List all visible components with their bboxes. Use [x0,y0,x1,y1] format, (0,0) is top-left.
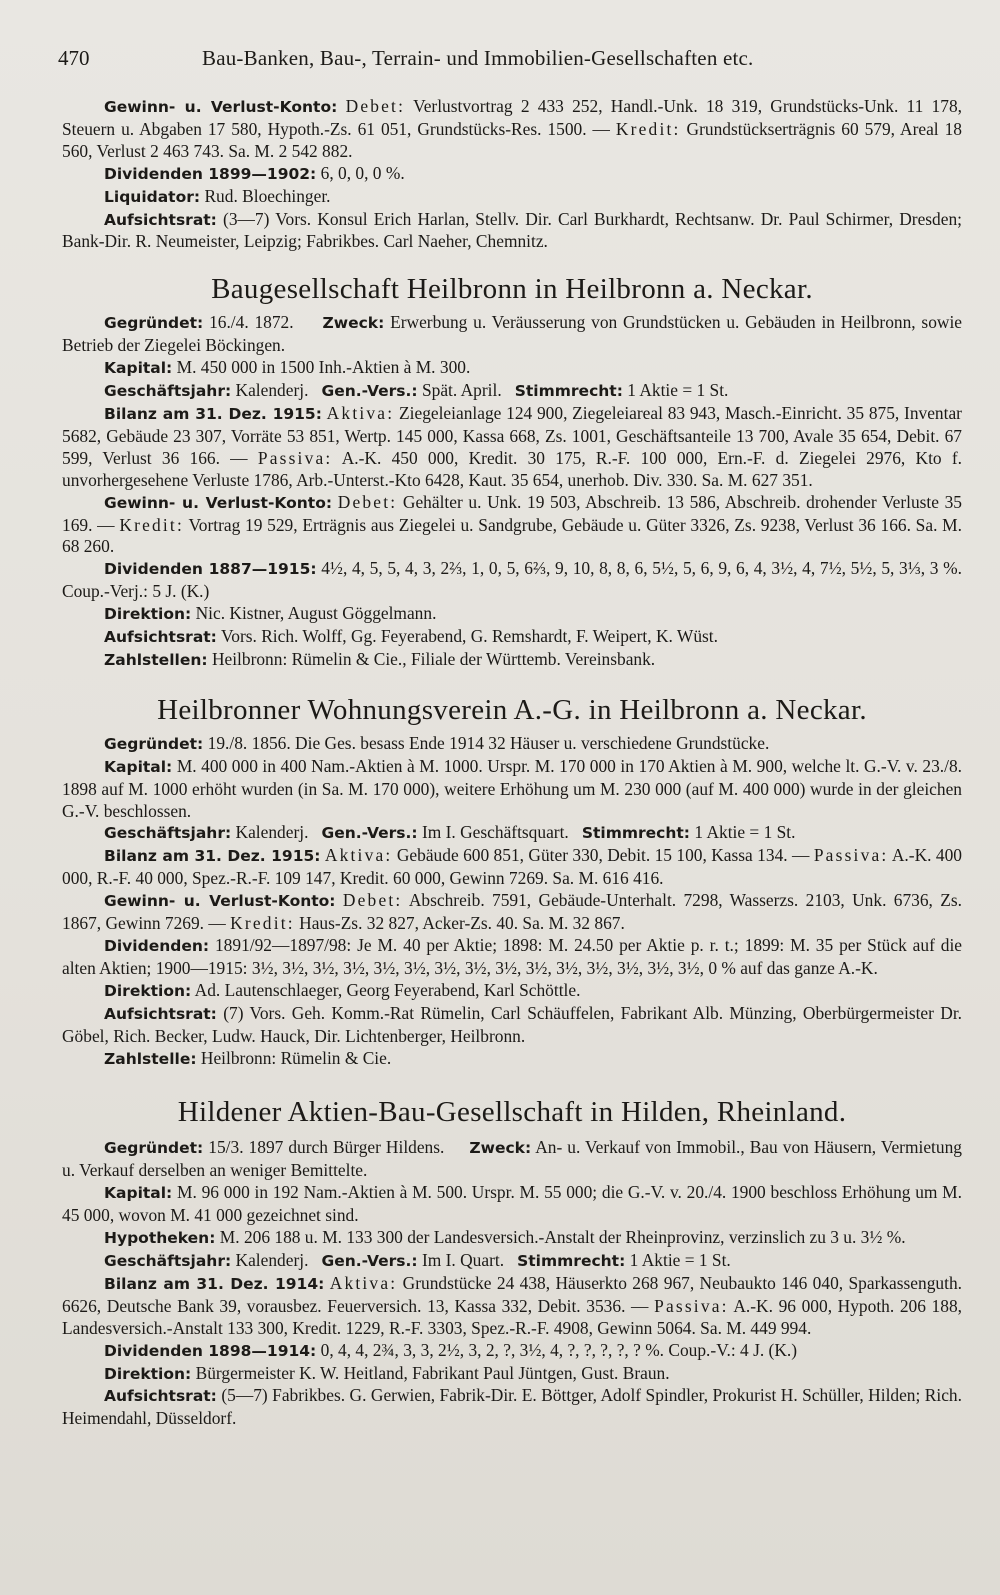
fiscal-year-text: Kalenderj. [235,380,309,401]
assets-label: Aktiva: [326,402,395,423]
dividend-label: Dividenden 1898—1914: [104,1341,317,1360]
entry0-gv-paragraph [62,96,962,163]
entry-title: Hildener Aktien-Bau-Gesellschaft in Hilden, Rheinland. [177,1096,847,1129]
kredit-text: Vortrag 19 529, Erträgnis aus Ziegelei u. Sandgrube, Gebäude u. Güter 3326, Zs. 9238, Verlust 36 166. Sa. M. 68 260. [62,514,962,557]
voting-label: Stimmrecht: [517,1251,626,1270]
debet-label: Debet: [342,890,403,911]
fiscal-paragraph [62,380,962,403]
kredit-text: Haus-Zs. 32 827, Acker-Zs. 40. Sa. M. 32 867. [299,913,625,934]
entry0-dividend-paragraph [62,163,962,186]
board-paragraph [62,1003,962,1048]
founded-label: Gegründet: [104,734,204,753]
fiscal-year-label: Geschäftsjahr: [104,824,232,843]
balance-label: Bilanz am 31. Dez. 1914: [104,1274,325,1293]
gv-label: Gewinn- u. Verlust-Konto: [104,892,336,911]
liabilities-text: A.-K. 400 000, R.-F. 40 000, Spez.-R.-F. 109 147, Kredit. 60 000, Gewinn 7269. Sa. M. 616 416. [62,845,962,889]
debet-label: Debet: [337,491,398,512]
dividend-text: 4½, 4, 5, 5, 4, 3, 2⅔, 1, 0, 5, 6⅔, 9, 10, 8, 8, 6, 5½, 5, 6, 9, 6, 4, 3½, 4, 7½, 5½, 5, 3⅓, 3 %. Coup.-Verj.: 5 J. (K.) [62,558,962,602]
founded-purpose-paragraph [62,1137,962,1182]
entry-heilbronner-wohnungsverein [62,672,962,1071]
fiscal-paragraph [62,1250,962,1273]
mortgage-paragraph [62,1227,962,1250]
board-text: (7) Vors. Geh. Komm.-Rat Rümelin, Carl Schäuffelen, Fabrikant Alb. Münzing, Oberbürgermeister Dr. Göbel, Rich. Becker, Ludw. Hauck, Dir. Lichtenberger, Heilbronn. [62,1002,962,1046]
founded-text: 15/3. 1897 durch Bürger Hildens. [208,1137,445,1158]
entry0-board-paragraph [62,209,962,254]
entry-title: Heilbronner Wohnungsverein A.-G. in Heilbronn a. Neckar. [157,693,867,726]
dividend-paragraph [62,935,962,980]
dividend-text: 6, 0, 0, 0 %. [320,162,405,183]
capital-label: Kapital: [104,757,173,776]
balance-label: Bilanz am 31. Dez. 1915: [104,847,321,866]
fiscal-paragraph [62,822,962,845]
fiscal-year-text: Kalenderj. [235,1249,309,1270]
voting-text: 1 Aktie = 1 St. [694,822,796,843]
management-text: Bürgermeister K. W. Heitland, Fabrikant Paul Jüntgen, Gust. Braun. [195,1362,670,1383]
balance-paragraph [62,403,962,492]
general-meeting-label: Gen.-Vers.: [321,1251,418,1270]
fiscal-year-label: Geschäftsjahr: [104,382,232,401]
dividend-text: 0, 4, 4, 2¾, 3, 3, 2½, 3, 2, ?, 3½, 4, ?, ?, ?, ?, ? %. Coup.-V.: 4 J. (K.) [320,1339,798,1360]
management-text: Ad. Lautenschlaeger, Georg Feyerabend, Karl Schöttle. [194,979,581,1000]
founded-label: Gegründet: [104,314,204,333]
founded-paragraph [62,733,962,756]
dividend-paragraph [62,558,962,603]
kredit-label: Kredit: [615,118,681,139]
assets-label: Aktiva: [329,1272,398,1293]
page-body [62,96,962,1430]
entry0-liquidator-paragraph [62,186,962,209]
general-meeting-text: Im I. Geschäftsquart. [421,822,569,843]
management-paragraph [62,603,962,626]
balance-label: Bilanz am 31. Dez. 1915: [104,404,322,423]
capital-text: M. 400 000 in 400 Nam.-Aktien à M. 1000. Urspr. M. 170 000 in 170 Aktien à M. 900, welche lt. G.-V. v. 23./8. 1898 auf M. 1000 erhöht wurden (in Sa. M. 170 000), weitere Erhöhung um M. 230 000 (auf M. 400 000) wurde in der gleichen G.-V. beschlossen. [62,755,962,821]
board-text: (3—7) Vors. Konsul Erich Harlan, Stellv. Dir. Carl Burkhardt, Rechtsanw. Dr. Paul Schirmer, Dresden; Bank-Dir. R. Neumeister, Leipzig; Fabrikbes. Carl Naeher, Chemnitz. [62,208,962,252]
mortgage-label: Hypotheken: [104,1229,216,1248]
board-paragraph [62,626,962,649]
balance-paragraph [62,1273,962,1340]
capital-paragraph [62,357,962,380]
dividend-label: Dividenden: [104,937,210,955]
kredit-label: Kredit: [230,913,295,934]
board-label: Aufsichtsrat: [104,1387,217,1406]
balance-paragraph [62,845,962,890]
debet-text: Gehälter u. Unk. 19 503, Abschreib. 13 586, Abschreib. drohender Verluste 35 169. — [62,491,962,535]
purpose-text: Erwerbung u. Veräusserung von Grundstücken u. Gebäuden in Heilbronn, sowie Betrieb der Ziegelei Böckingen. [62,312,962,356]
capital-paragraph [62,1182,962,1227]
management-paragraph [62,980,962,1003]
debet-text: Abschreib. 7591, Gebäude-Unterhalt. 7298, Wasserzs. 2103, Unk. 6736, Zs. 1867, Gewinn 7269. — [62,890,962,934]
capital-text: M. 450 000 in 1500 Inh.-Aktien à M. 300. [176,357,471,378]
capital-label: Kapital: [104,359,173,378]
management-text: Nic. Kistner, August Göggelmann. [195,603,437,624]
management-label: Direktion: [104,981,192,1000]
entry-hildener-aktien-bau [62,1070,962,1430]
liabilities-text: A.-K. 96 000, Hypoth. 206 188, Landesversich.-Anstalt 133 300, Kredit. 1229, R.-F. 3303, Spez.-R.-F. 4908, Gewinn 5064. Sa. M. 449 994. [62,1295,962,1338]
liabilities-label: Passiva: [813,845,889,866]
founded-text: 19./8. 1856. Die Ges. besass Ende 1914 32 Häuser u. verschiedene Grundstücke. [207,732,770,753]
paying-agent-label: Zahlstelle: [104,1049,197,1068]
board-label: Aufsichtsrat: [104,210,217,229]
voting-text: 1 Aktie = 1 St. [627,380,729,401]
paying-agents-paragraph [62,649,962,672]
management-label: Direktion: [104,1364,192,1383]
entry-baugesellschaft-heilbronn [62,253,962,672]
liabilities-label: Passiva: [654,1295,729,1316]
dividend-label: Dividenden 1887—1915: [104,560,317,579]
general-meeting-label: Gen.-Vers.: [321,824,418,843]
voting-text: 1 Aktie = 1 St. [629,1249,731,1270]
board-text: Vors. Rich. Wolff, Gg. Feyerabend, G. Remshardt, F. Weipert, K. Wüst. [220,626,718,647]
general-meeting-text: Spät. April. [421,380,502,401]
purpose-label: Zweck: [469,1139,532,1158]
board-text: (5—7) Fabrikbes. G. Gerwien, Fabrik-Dir. E. Böttger, Adolf Spindler, Prokurist H. Schüller, Hilden; Rich. Heimendahl, Düsseldorf. [62,1385,962,1429]
assets-text: Gebäude 600 851, Güter 330, Debit. 15 100, Kassa 134. — [396,845,810,866]
liquidator-text: Rud. Bloechinger. [204,185,331,206]
assets-text: Ziegeleianlage 124 900, Ziegeleiareal 83 943, Masch.-Einricht. 35 875, Inventar 5682, Gebäude 23 307, Vorräte 53 851, Wertp. 145 000, Kassa 668, Zs. 1001, Geschäftsanteile 13 700, Avale 35 654, Debit. 67 599, Verlust 36 166. — [62,402,962,468]
page-number: 470 [58,46,90,70]
management-paragraph [62,1363,962,1386]
debet-label: Debet: [345,96,406,116]
entry-continuation [62,96,962,253]
profit-loss-paragraph [62,492,962,559]
liabilities-label: Passiva: [257,447,333,468]
gv-label: Gewinn- u. Verlust-Konto: [104,98,338,116]
paying-agent-text: Heilbronn: Rümelin & Cie. [200,1047,392,1068]
capital-text: M. 96 000 in 192 Nam.-Aktien à M. 500. Urspr. M. 55 000; die G.-V. v. 20./4. 1900 beschloss Erhöhung um M. 45 000, wovon M. 41 000 gezeichnet sind. [62,1182,962,1226]
paying-agents-text: Heilbronn: Rümelin & Cie., Filiale der Württemb. Vereinsbank. [211,648,656,669]
liabilities-text: A.-K. 450 000, Kredit. 30 175, R.-F. 100 000, Ern.-F. d. Ziegelei 2976, Kto f. unvorhergesehene Verluste 1786, Arb.-Unterst.-Kto 6428, Kaut. 35 654, unerhob. Div. 330. Sa. M. 627 351. [62,447,962,490]
voting-label: Stimmrecht: [581,824,690,843]
liquidator-label: Liquidator: [104,187,201,206]
profit-loss-paragraph [62,890,962,935]
gv-text: Verlustvortrag 2 433 252, Handl.-Unk. 18 319, Grundstücks-Unk. 11 178, Steuern u. Abgaben 17 580, Hypoth.-Zs. 61 051, Grundstücks-Res. 1500. — [62,96,962,139]
assets-label: Aktiva: [324,845,393,866]
general-meeting-label: Gen.-Vers.: [321,382,418,401]
gv-label: Gewinn- u. Verlust-Konto: [104,493,333,512]
purpose-label: Zweck: [322,314,385,333]
management-label: Direktion: [104,605,192,624]
assets-text: Grundstücke 24 438, Häuserkto 268 967, Neubaukto 146 040, Sparkassenguth. 6626, Deutsche Bank 39, vorausbez. Feuerversich. 13, Kassa 332, Debit. 3536. — [62,1272,962,1316]
board-label: Aufsichtsrat: [104,1004,217,1023]
kredit-text: Grundstückserträgnis 60 579, Areal 18 560, Verlust 2 463 743. Sa. M. 2 542 882. [62,118,962,161]
kredit-label: Kredit: [119,514,184,535]
founded-purpose-paragraph [62,312,962,357]
entry-title: Baugesellschaft Heilbronn in Heilbronn a. Neckar. [211,273,813,306]
founded-text: 16./4. 1872. [209,312,294,333]
board-paragraph [62,1385,962,1430]
fiscal-year-label: Geschäftsjahr: [104,1251,232,1270]
paying-agent-paragraph [62,1048,962,1071]
dividend-label: Dividenden 1899—1902: [104,164,317,183]
fiscal-year-text: Kalenderj. [235,822,309,843]
dividend-paragraph [62,1340,962,1363]
founded-label: Gegründet: [104,1139,204,1158]
dividend-text: 1891/92—1897/98: Je M. 40 per Aktie; 1898: M. 24.50 per Aktie p. r. t.; 1899: M. 35 per Stück auf die alten Aktien; 1900—1915: 3½, 3½, 3½, 3½, 3½, 3½, 3½, 3½, 3½, 3½, 3½, 3½, 3½, 3½, 3½, 0 % auf das ganze A.-K. [62,935,962,978]
running-title: Bau-Banken, Bau-, Terrain- und Immobilien-Gesellschaften etc. [202,46,754,70]
capital-label: Kapital: [104,1184,173,1203]
voting-label: Stimmrecht: [514,382,623,401]
capital-paragraph [62,756,962,823]
general-meeting-text: Im I. Quart. [421,1249,505,1270]
board-label: Aufsichtsrat: [104,628,217,647]
paying-agents-label: Zahlstellen: [104,650,208,669]
mortgage-text: M. 206 188 u. M. 133 300 der Landesversich.-Anstalt der Rheinprovinz, verzinslich zu 3 u. 3½ %. [219,1227,906,1248]
purpose-text: An- u. Verkauf von Immobil., Bau von Häusern, Vermietung u. Verkauf derselben an weniger Bemittelte. [62,1137,962,1181]
